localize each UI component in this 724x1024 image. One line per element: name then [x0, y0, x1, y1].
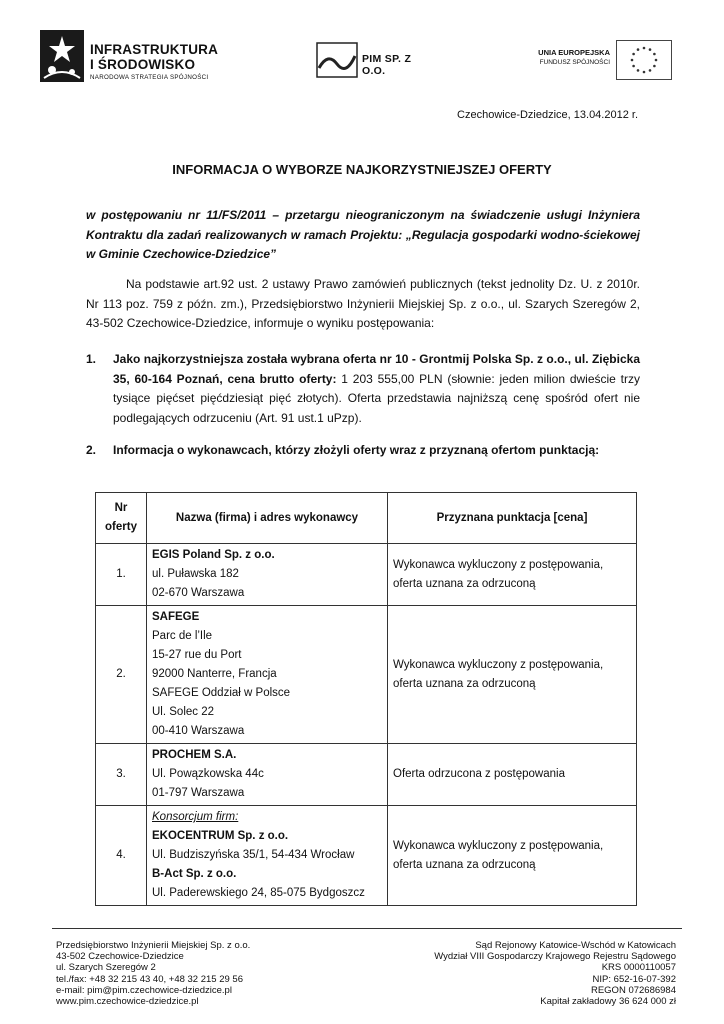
document-date: Czechowice-Dziedzice, 13.04.2012 r.: [457, 109, 638, 121]
list-item-1: [86, 350, 640, 428]
document-subject: w postępowaniu nr 11/FS/2011 – przetargu nieograniczonym na świadczenie usługi Inżyniera Kontraktu dla zadań realizowanych w ramach Projektu: „Regulacja gospodarki wodno-ściekowej w Gminie Czechowice-Dziedzice”: [86, 208, 640, 261]
table-row: [96, 806, 637, 906]
logo-left-line1: INFRASTRUKTURA: [90, 42, 219, 57]
row-name: Konsorcjum firm: EKOCENTRUM Sp. z o.o. Ul. Budziszyńska 35/1, 54-434 Wrocław B-Act Sp. z o.o. Ul. Paderewskiego 24, 85-075 Bydgoszcz: [147, 806, 388, 906]
table-row: [96, 544, 637, 606]
infrastruktura-emblem-icon: [40, 30, 84, 82]
eu-logo-line2: FUNDUSZ SPÓJNOŚCI: [539, 59, 610, 66]
intro-text: Na podstawie art.92 ust. 2 ustawy Prawo zamówień publicznych (tekst jednolity Dz. U. z 2010r. Nr 113 poz. 759 z późn. zm.), Przedsiębiorstwo Inżynierii Miejskiej Sp. z o.o., ul. Szarych Szeregów 2, 43-502 Czechowice-Dziedzice, informuje o wyniku postępowania:: [86, 277, 640, 330]
table-row: [96, 744, 637, 806]
eu-flag-icon: [616, 40, 672, 80]
row-score: Oferta odrzucona z postępowania: [388, 744, 637, 806]
table-row: [96, 606, 637, 744]
document-title: INFORMACJA O WYBORZE NAJKORZYSTNIEJSZEJ OFERTY: [172, 162, 552, 177]
footer-registry-info: Sąd Rejonowy Katowice-Wschód w Katowicach Wydział VIII Gospodarczy Krajowego Rejestru Sądowego KRS 0000110057 NIP: 652-16-07-392 REGON 072686984 Kapitał zakładowy 36 624 000 zł: [434, 940, 676, 1008]
row-name: EGIS Poland Sp. z o.o. ul. Puławska 182 02-670 Warszawa: [147, 544, 388, 606]
list-item-1-number: 1.: [86, 352, 97, 366]
pim-wave-icon: [316, 42, 358, 78]
header-score: Przyznana punktacja [cena]: [388, 493, 637, 544]
pim-logo: [316, 42, 436, 78]
row-score: Wykonawca wykluczony z postępowania, oferta uznana za odrzuconą: [388, 544, 637, 606]
header-name: Nazwa (firma) i adres wykonawcy: [147, 493, 388, 544]
list-item-1-rest: 1 203 555,00 PLN (słownie: jeden milion dwieście trzy tysiące pięćset pięćdziesiąt pięć złotych). Oferta przedstawia najniższą cenę spośród ofert nie podlegających odrzuceniu (Art. 91 ust.1 uPzp).: [113, 371, 640, 425]
table-header-row: [96, 493, 637, 544]
list-item-2: [86, 441, 640, 461]
row-nr: 3.: [96, 744, 147, 806]
list-item-1-bold: Jako najkorzystniejsza została wybrana oferta nr 10 - Grontmij Polska Sp. z o.o., ul. Ziębicka 35, 60-164 Poznań, cena brutto oferty:: [113, 352, 640, 386]
logo-left-line2: I ŚRODOWISKO: [90, 57, 196, 72]
eu-logo-line1: UNIA EUROPEJSKA: [538, 48, 610, 57]
footer-divider: [52, 928, 682, 929]
row-name: PROCHEM S.A. Ul. Powązkowska 44c 01-797 Warszawa: [147, 744, 388, 806]
row-score: Wykonawca wykluczony z postępowania, oferta uznana za odrzuconą: [388, 806, 637, 906]
row-nr: 2.: [96, 606, 147, 744]
pim-logo-text: PIM SP. Z O.O.: [362, 53, 412, 77]
row-nr: 1.: [96, 544, 147, 606]
infrastruktura-logo: [40, 28, 240, 90]
footer-company-info: Przedsiębiorstwo Inżynierii Miejskiej Sp. z o.o. 43-502 Czechowice-Dziedzice ul. Szarych Szeregów 2 tel./fax: +48 32 215 43 40, +48 32 215 29 56 e-mail: pim@pim.czechowice-dziedzice.pl www.pim.czechowice-dziedzice.pl: [56, 940, 251, 1008]
list-item-2-text: Informacja o wykonawcach, którzy złożyli oferty wraz z przyznaną ofertom punktacją:: [113, 443, 600, 457]
row-score: Wykonawca wykluczony z postępowania, oferta uznana za odrzuconą: [388, 606, 637, 744]
row-name: SAFEGE Parc de l’Ile 15-27 rue du Port 92000 Nanterre, Francja SAFEGE Oddział w Polsce Ul. Solec 22 00-410 Warszawa: [147, 606, 388, 744]
list-item-2-number: 2.: [86, 443, 97, 457]
logo-left-line3: NARODOWA STRATEGIA SPÓJNOŚCI: [90, 74, 209, 81]
intro-paragraph: [86, 275, 640, 334]
offers-table: [95, 492, 637, 906]
row-nr: 4.: [96, 806, 147, 906]
header-nr: Nr oferty: [96, 493, 147, 544]
eu-logo: [530, 40, 690, 80]
